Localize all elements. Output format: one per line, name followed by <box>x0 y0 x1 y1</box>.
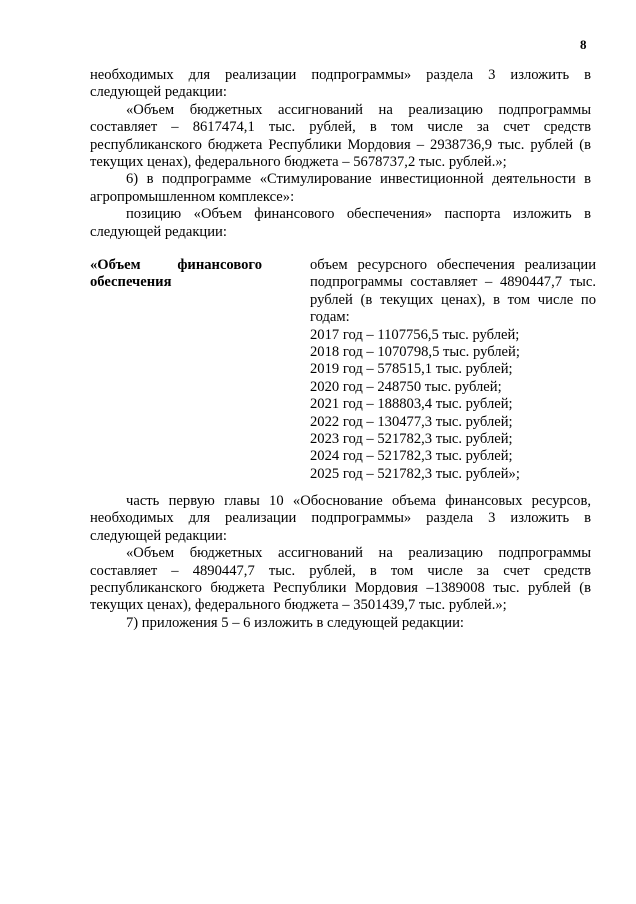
year-item: 2017 год – 1107756,5 тыс. рублей; <box>310 326 520 343</box>
text-line: необходимых для реализации подпрограммы» раздела 3 изложить в <box>90 67 591 83</box>
text-line: составляет – 4890447,7 тыс. рублей, в том числе за счет средств <box>90 562 591 579</box>
text-line: необходимых для реализации подпрограммы» раздела 3 изложить в <box>90 510 591 527</box>
text-line: позицию «Объем финансового обеспечения» паспорта изложить в <box>126 206 591 223</box>
text-line: текущих ценах), федерального бюджета – 3501439,7 тыс. рублей.»; <box>90 597 507 614</box>
year-item: 2021 год – 188803,4 тыс. рублей; <box>310 396 513 413</box>
page-number: 8 <box>580 37 587 52</box>
text-line: «Объем бюджетных ассигнований на реализацию подпрограммы <box>126 101 591 118</box>
text-line: годам: <box>310 309 350 326</box>
text-line: подпрограммы составляет – 4890447,7 тыс. <box>310 274 596 291</box>
text-line: составляет – 8617474,1 тыс. рублей, в том числе за счет средств <box>90 119 591 136</box>
table-label-word: финансового <box>177 257 262 273</box>
year-item: 2019 год – 578515,1 тыс. рублей; <box>310 361 513 378</box>
year-item: 2022 год – 130477,3 тыс. рублей; <box>310 413 513 430</box>
text-line: часть первую главы 10 «Обоснование объема финансовых ресурсов, <box>126 493 591 509</box>
year-item: 2020 год – 248750 тыс. рублей; <box>310 378 502 395</box>
text-line: республиканского бюджета Республики Мордовия –1389008 тыс. рублей (в <box>90 580 591 597</box>
year-item: 2018 год – 1070798,5 тыс. рублей; <box>310 344 520 361</box>
text-line: объем ресурсного обеспечения реализации <box>310 257 596 273</box>
text-line: следующей редакции: <box>90 84 227 101</box>
table-label-line: обеспечения <box>90 274 172 291</box>
year-item: 2025 год – 521782,3 тыс. рублей»; <box>310 465 520 482</box>
table-label-word: «Объем <box>90 257 141 273</box>
section-2 <box>90 493 591 632</box>
text-line: «Объем бюджетных ассигнований на реализацию подпрограммы <box>126 545 591 562</box>
text-line: республиканского бюджета Республики Мордовия – 2938736,9 тыс. рублей (в <box>90 136 591 153</box>
text-line: 7) приложения 5 – 6 изложить в следующей редакции: <box>126 614 464 631</box>
table-value-cell <box>310 257 596 483</box>
years-list <box>310 327 596 484</box>
text-line: следующей редакции: <box>90 223 227 240</box>
text-line: агропромышленном комплексе»: <box>90 188 295 205</box>
text-line: следующей редакции: <box>90 527 227 544</box>
text-line: 6) в подпрограмме «Стимулирование инвестиционной деятельности в <box>126 171 591 188</box>
year-item: 2024 год – 521782,3 тыс. рублей; <box>310 448 513 465</box>
text-line: рублей (в текущих ценах), в том числе по <box>310 291 596 308</box>
section-1 <box>90 67 591 241</box>
text-line: текущих ценах), федерального бюджета – 5678737,2 тыс. рублей.»; <box>90 154 507 171</box>
table-label-cell <box>90 257 262 292</box>
year-item: 2023 год – 521782,3 тыс. рублей; <box>310 431 513 448</box>
